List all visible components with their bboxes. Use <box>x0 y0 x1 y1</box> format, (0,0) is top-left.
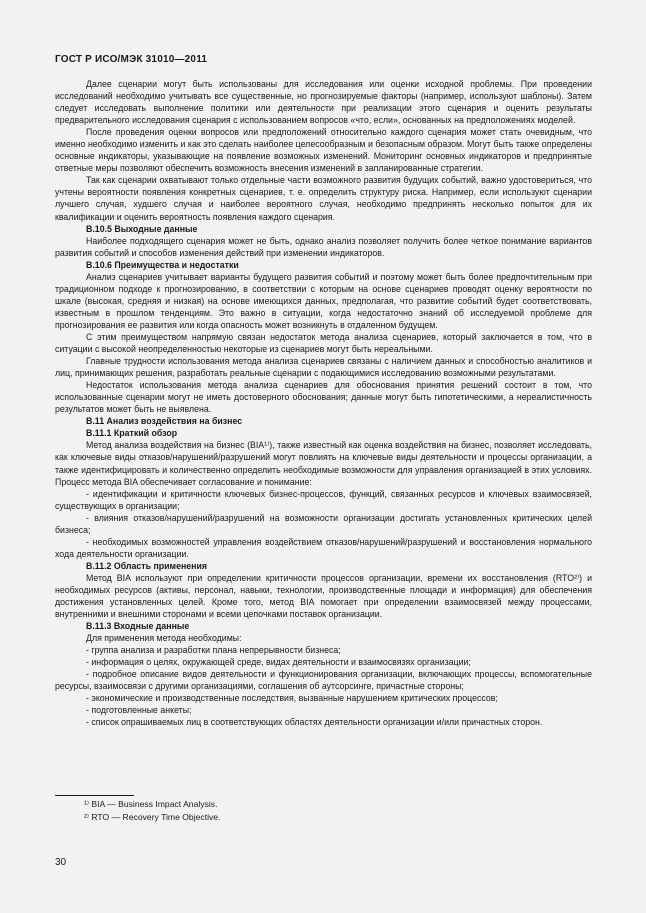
paragraph: - необходимых возможностей управления воздействием отказов/нарушений/разрушений и восстановления нормального хода деятельности организации. <box>55 536 592 559</box>
paragraph: Так как сценарии охватывают только отдельные части возможного развития будущих событий, важно удостовериться, что учтены вероятности появления конкретных сценариев, т. е. определить структуру риска. Например, если используют сценарии лучшего случая, худшего случая и наиболее вероятного случая, необходимо предпринять несколько попыток для их квалификации и оценить вероятность появления каждого сценария. <box>55 175 592 222</box>
page-body <box>55 78 592 729</box>
paragraph: Недостаток использования метода анализа сценариев для обоснования принятия решений состоит в том, что использованные сценарии могут не иметь достоверного обоснования; данные могут быть гипотетическими, а нереалистичность результатов может быть не выявлена. <box>55 380 592 415</box>
document-header: ГОСТ Р ИСО/МЭК 31010—2011 <box>55 54 208 65</box>
paragraph: Анализ сценариев учитывает варианты будущего развития событий и поэтому может быть более предпочтительным при традиционном подходе к прогнозированию, в соответствии с которым на основе сценариев проводят оценку вероятности по шкале (высокая, средняя и низкая) на основе имеющихся данных, предполагая, что развитие событий будет соответствовать, известным в прошлом тенденциям. Это важно в ситуации, когда недостаточно знаний об исследуемой проблеме для прогнозирования ее развития или когда опасность может возникнуть в отдаленном будущем. <box>55 271 592 330</box>
paragraph: - экономические и производственные последствия, вызванные нарушением критических процессов; <box>86 693 498 704</box>
section-heading: В.10.6 Преимущества и недостатки <box>86 259 239 270</box>
footnote-2: ²⁾ RTO — Recovery Time Objective. <box>84 812 221 822</box>
footnote-1: ¹⁾ BIA — Business Impact Analysis. <box>84 799 218 809</box>
section-heading: В.11.2 Область применения <box>86 560 208 571</box>
paragraph: - информация о целях, окружающей среде, видах деятельности и взаимосвязях организации; <box>86 657 471 668</box>
section-heading: В.10.5 Выходные данные <box>86 223 198 234</box>
paragraph: - список опрашиваемых лиц в соответствующих областях деятельности организации и/или причастных сторон. <box>86 717 543 728</box>
paragraph: С этим преимуществом напрямую связан недостаток метода анализа сценариев, который заключается в том, что в ситуации с высокой неопределенностью некоторые из сценариев могут быть нереальными. <box>55 331 592 355</box>
paragraph: - подготовленные анкеты; <box>86 705 192 716</box>
paragraph: Наиболее подходящего сценария может не быть, однако анализ позволяет получить более четкое понимание вариантов развития событий и способов изменения действий при изменении индикаторов. <box>55 235 592 258</box>
paragraph: После проведения оценки вопросов или предположений относительно каждого сценария может стать очевидным, что именно необходимо изменить и как это сделать наиболее целесообразным и безопасным образом. Могут быть также определены основные индикаторы, указывающие на появление возможных изменений. Мониторинг основных индикаторов и предпринятые ответные меры позволяют обеспечить возможность внесения изменений в запланированные стратегии. <box>55 127 592 174</box>
paragraph: Метод BIA используют при определении критичности процессов организации, времени их восстановления (RTO²⁾) и необходимых ресурсов (активы, персонал, навыки, технологии, производственные площади и информация) для обеспечения достижения установленных целей. Кроме того, метод BIA помогает при определении взаимосвязей между процессами, внутренними и внешними сторонами и всеми цепочками поставок организации. <box>55 572 592 620</box>
paragraph: Далее сценарии могут быть использованы для исследования или оценки исходной проблемы. При проведении исследований необходимо учитывать все существенные, но прогнозируемые факторы (например, используют шаблоны). Затем следует исследовать выполнение политики или деятельности при реализации этого сценария и оценить результаты предварительного исследования сценария с использованием вопросов «что, если», основанных на предположениях моделей. <box>55 79 592 126</box>
paragraph: - подробное описание видов деятельности и функционирования организации, включающих процессы, вспомогательные ресурсы, взаимосвязи с другими организациями, соглашения об аутсорсинге, причастные стороны; <box>55 669 592 692</box>
section-heading: В.11.3 Входные данные <box>86 621 190 632</box>
paragraph: Метод анализа воздействия на бизнес (BIA¹⁾), также известный как оценка воздействия на бизнес, позволяет исследовать, как ключевые виды отказов/нарушений/разрушений могут повлиять на ключевые виды деятельности и процессы организации, а также идентифицировать и количественно определить необходимые возможности для управления организацией в этих условиях. Процесс метода BIA обеспечивает согласование и понимание: <box>55 440 592 487</box>
paragraph: - влияния отказов/нарушений/разрушений на возможности организации достигать установленных критических целей бизнеса; <box>55 512 592 535</box>
paragraph: - группа анализа и разработки плана непрерывности бизнеса; <box>86 645 341 656</box>
footnote-separator <box>55 795 134 796</box>
section-heading: В.11.1 Краткий обзор <box>86 428 178 439</box>
paragraph: Для применения метода необходимы: <box>86 633 242 644</box>
paragraph: Главные трудности использования метода анализа сценариев связаны с наличием данных и способностью аналитиков и лиц, принимающих решения, разработать реальные сценарии с подающимися исследованию возможными результатами. <box>55 356 592 379</box>
paragraph: - идентификации и критичности ключевых бизнес-процессов, функций, связанных ресурсов и ключевых взаимосвязей, существующих в организации; <box>55 488 592 511</box>
section-heading: В.11 Анализ воздействия на бизнес <box>86 416 243 427</box>
page-number: 30 <box>55 857 67 868</box>
